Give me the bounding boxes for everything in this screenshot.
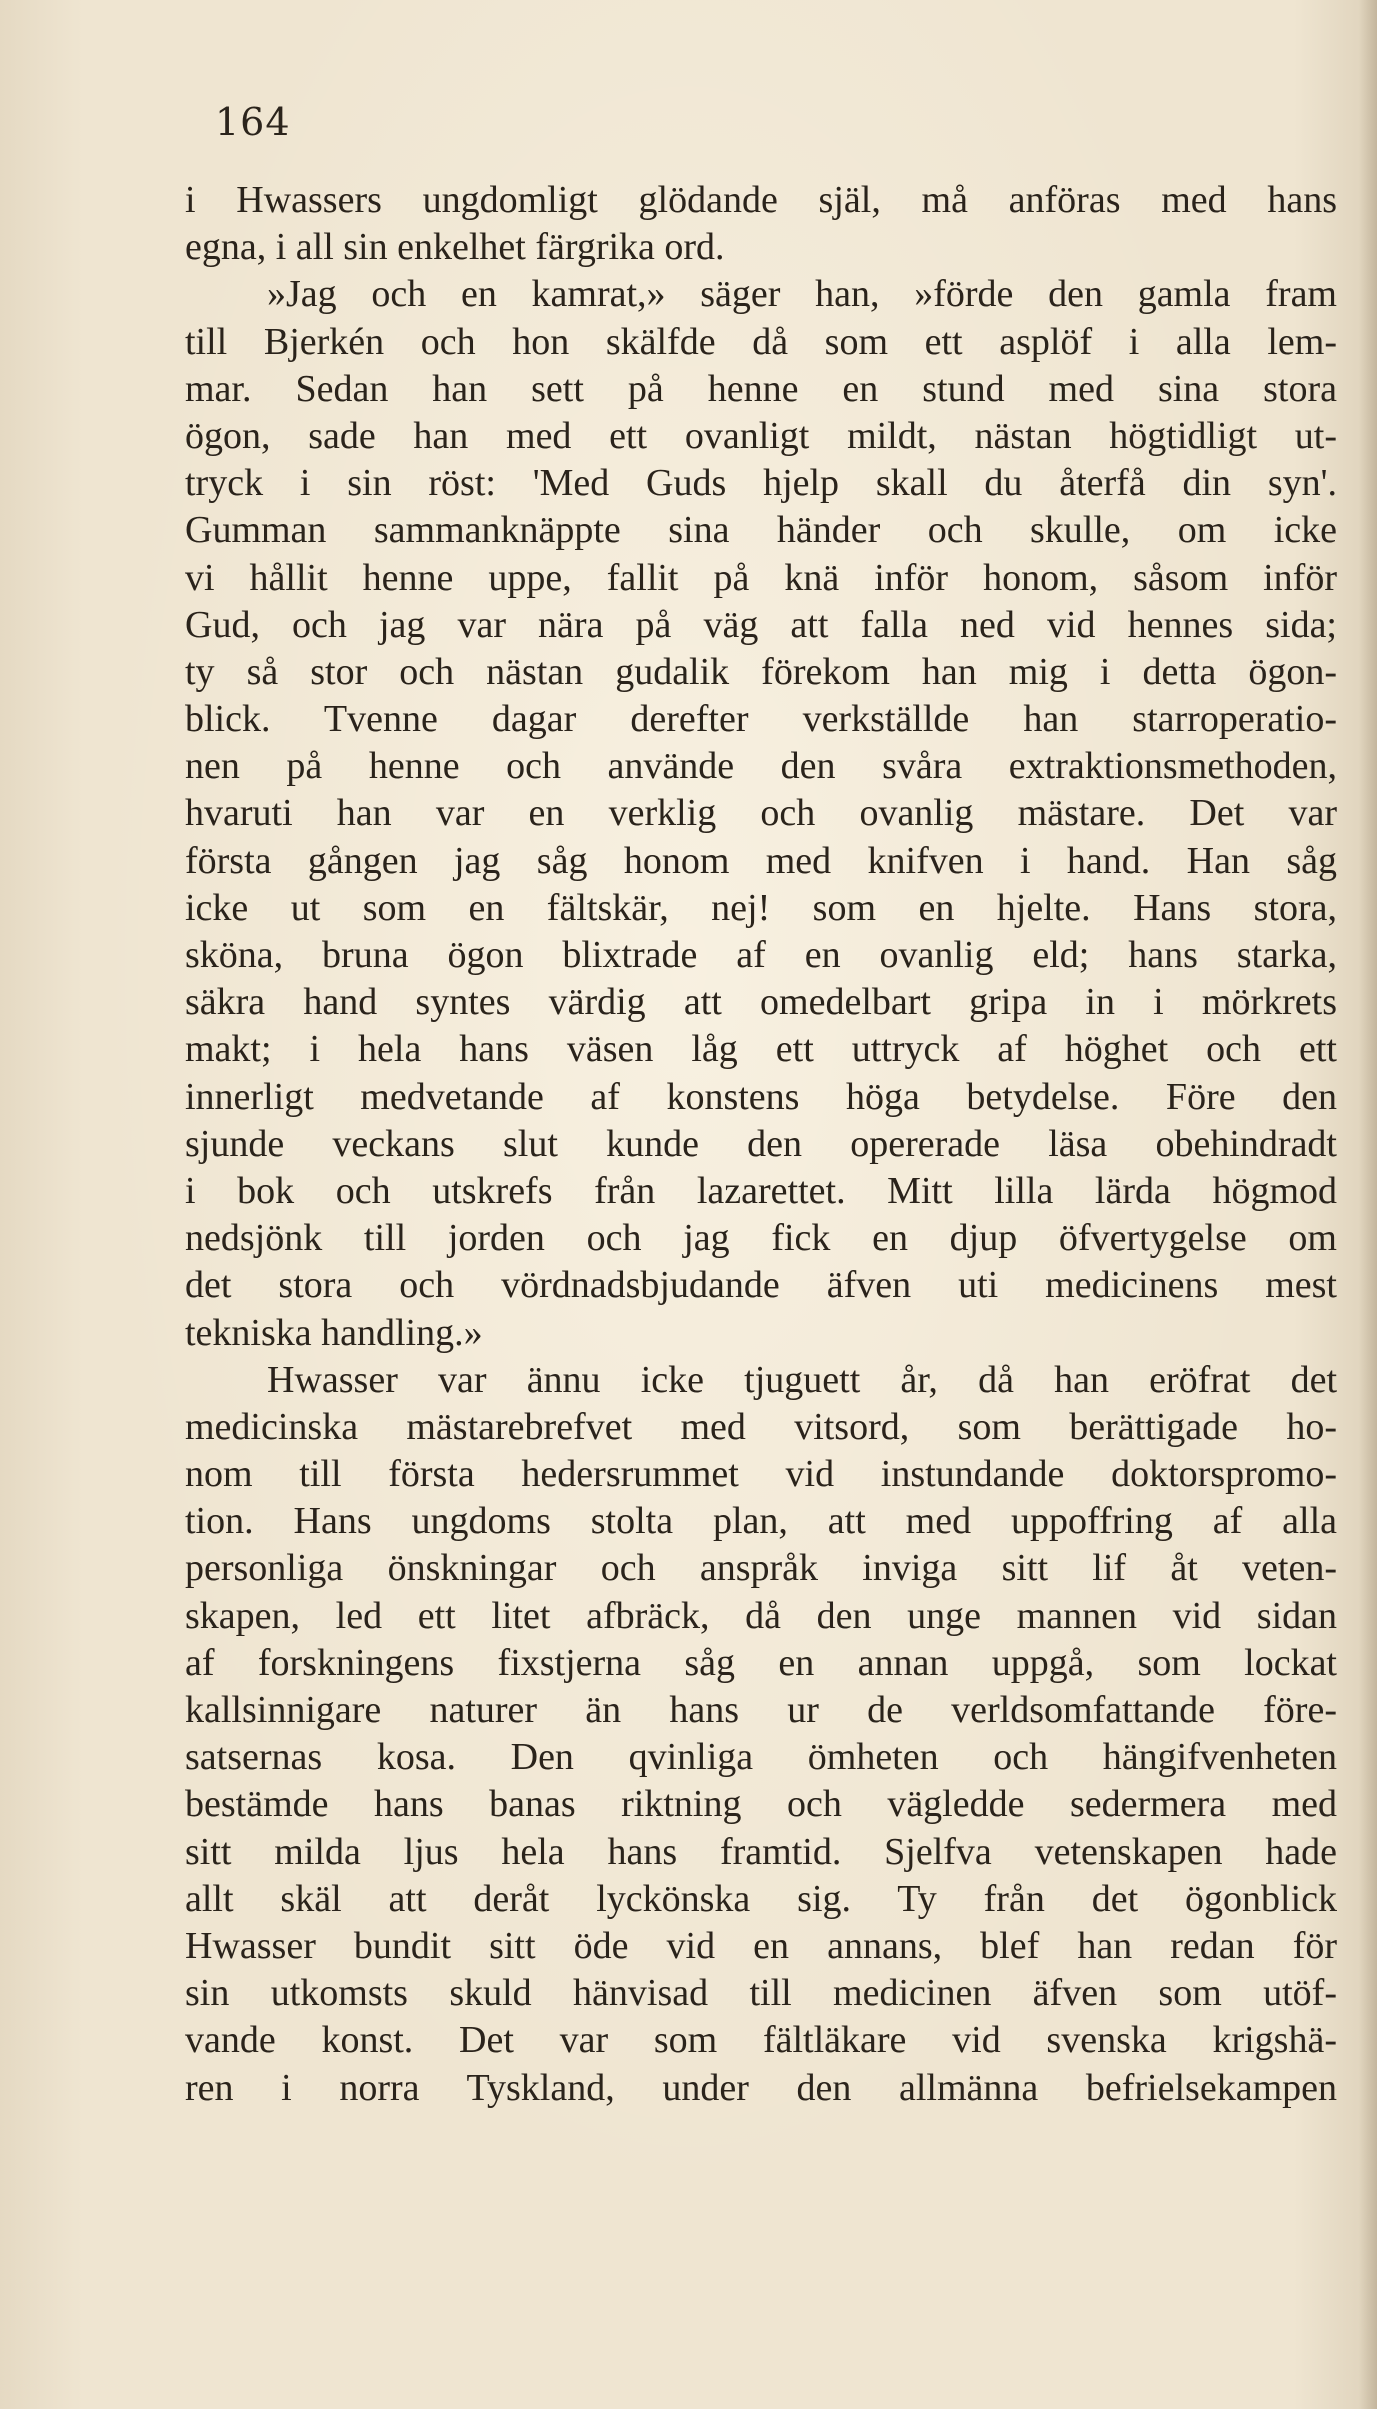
text-line: Hwasser var ännu icke tjuguett år, då han eröfrat det	[267, 1358, 1337, 1401]
text-line: tion. Hans ungdoms stolta plan, att med uppoffring af alla	[185, 1500, 1337, 1543]
text-line: Hwasser bundit sitt öde vid en annans, blef han redan för	[185, 1924, 1337, 1967]
text-line: nen på henne och använde den svåra extraktionsmethoden,	[185, 745, 1337, 788]
text-line: af forskningens fixstjerna såg en annan uppgå, som lockat	[185, 1641, 1337, 1684]
text-line: nedsjönk till jorden och jag fick en djup öfvertygelse om	[185, 1217, 1337, 1260]
text-line: makt; i hela hans väsen låg ett uttryck af höghet och ett	[185, 1028, 1337, 1071]
text-line: skapen, led ett litet afbräck, då den unge mannen vid sidan	[185, 1594, 1337, 1637]
text-line: till Bjerkén och hon skälfde då som ett asplöf i alla lem-	[185, 320, 1337, 363]
text-line: allt skäl att deråt lyckönska sig. Ty från det ögonblick	[185, 1877, 1337, 1920]
text-line: kallsinnigare naturer än hans ur de verldsomfattande före-	[185, 1689, 1337, 1731]
text-line: blick. Tvenne dagar derefter verkställde han starroperatio-	[185, 698, 1337, 741]
page-edge-shadow	[1359, 0, 1377, 2409]
text-line: vi hållit henne uppe, fallit på knä inför honom, såsom inför	[185, 556, 1337, 599]
text-line: egna, i all sin enkelhet färgrika ord.	[185, 226, 725, 269]
text-line: hvaruti han var en verklig och ovanlig mästare. Det var	[185, 792, 1337, 835]
text-line: det stora och vördnadsbjudande äfven uti medicinens mest	[185, 1264, 1337, 1307]
text-line: sjunde veckans slut kunde den opererade läsa obehindradt	[185, 1122, 1337, 1165]
text-line: i Hwassers ungdomligt glödande själ, må anföras med hans	[185, 179, 1337, 221]
text-line: medicinska mästarebrefvet med vitsord, som berättigade ho-	[185, 1405, 1337, 1448]
text-line: i bok och utskrefs från lazarettet. Mitt lilla lärda högmod	[185, 1169, 1337, 1212]
text-line: tekniska handling.»	[185, 1311, 483, 1354]
text-line: ögon, sade han med ett ovanligt mildt, nästan högtidligt ut-	[185, 414, 1337, 457]
text-line: Gumman sammanknäppte sina händer och skulle, om icke	[185, 509, 1337, 552]
text-line: vande konst. Det var som fältläkare vid svenska krigshä-	[185, 2019, 1337, 2062]
text-line: personliga önskningar och anspråk inviga sitt lif åt veten-	[185, 1547, 1337, 1590]
text-line: säkra hand syntes värdig att omedelbart gripa in i mörkrets	[185, 981, 1337, 1024]
text-line: ren i norra Tyskland, under den allmänna befrielsekampen	[185, 2066, 1337, 2109]
text-line: sköna, bruna ögon blixtrade af en ovanlig eld; hans starka,	[185, 934, 1337, 976]
text-line: tryck i sin röst: 'Med Guds hjelp skall du återfå din syn'.	[185, 462, 1337, 505]
text-line: nom till första hedersrummet vid instundande doktorspromo-	[185, 1453, 1337, 1496]
text-line: mar. Sedan han sett på henne en stund med sina stora	[185, 367, 1337, 410]
text-line: sin utkomsts skuld hänvisad till medicinen äfven som utöf-	[185, 1972, 1337, 2015]
text-line: innerligt medvetande af konstens höga betydelse. Före den	[185, 1075, 1337, 1118]
text-line: första gången jag såg honom med knifven i hand. Han såg	[185, 839, 1337, 882]
page-number: 164	[215, 100, 291, 144]
text-line: Gud, och jag var nära på väg att falla ned vid hennes sida;	[185, 603, 1337, 646]
text-line: bestämde hans banas riktning och vägledde sedermera med	[185, 1783, 1337, 1826]
text-line: ty så stor och nästan gudalik förekom han mig i detta ögon-	[185, 650, 1337, 693]
text-line: satsernas kosa. Den qvinliga ömheten och hängifvenheten	[185, 1736, 1337, 1779]
text-line: sitt milda ljus hela hans framtid. Sjelfva vetenskapen hade	[185, 1830, 1337, 1873]
text-line: »Jag och en kamrat,» säger han, »förde den gamla fram	[267, 273, 1337, 316]
body-text	[185, 177, 1337, 2112]
text-line: icke ut som en fältskär, nej! som en hjelte. Hans stora,	[185, 886, 1337, 929]
